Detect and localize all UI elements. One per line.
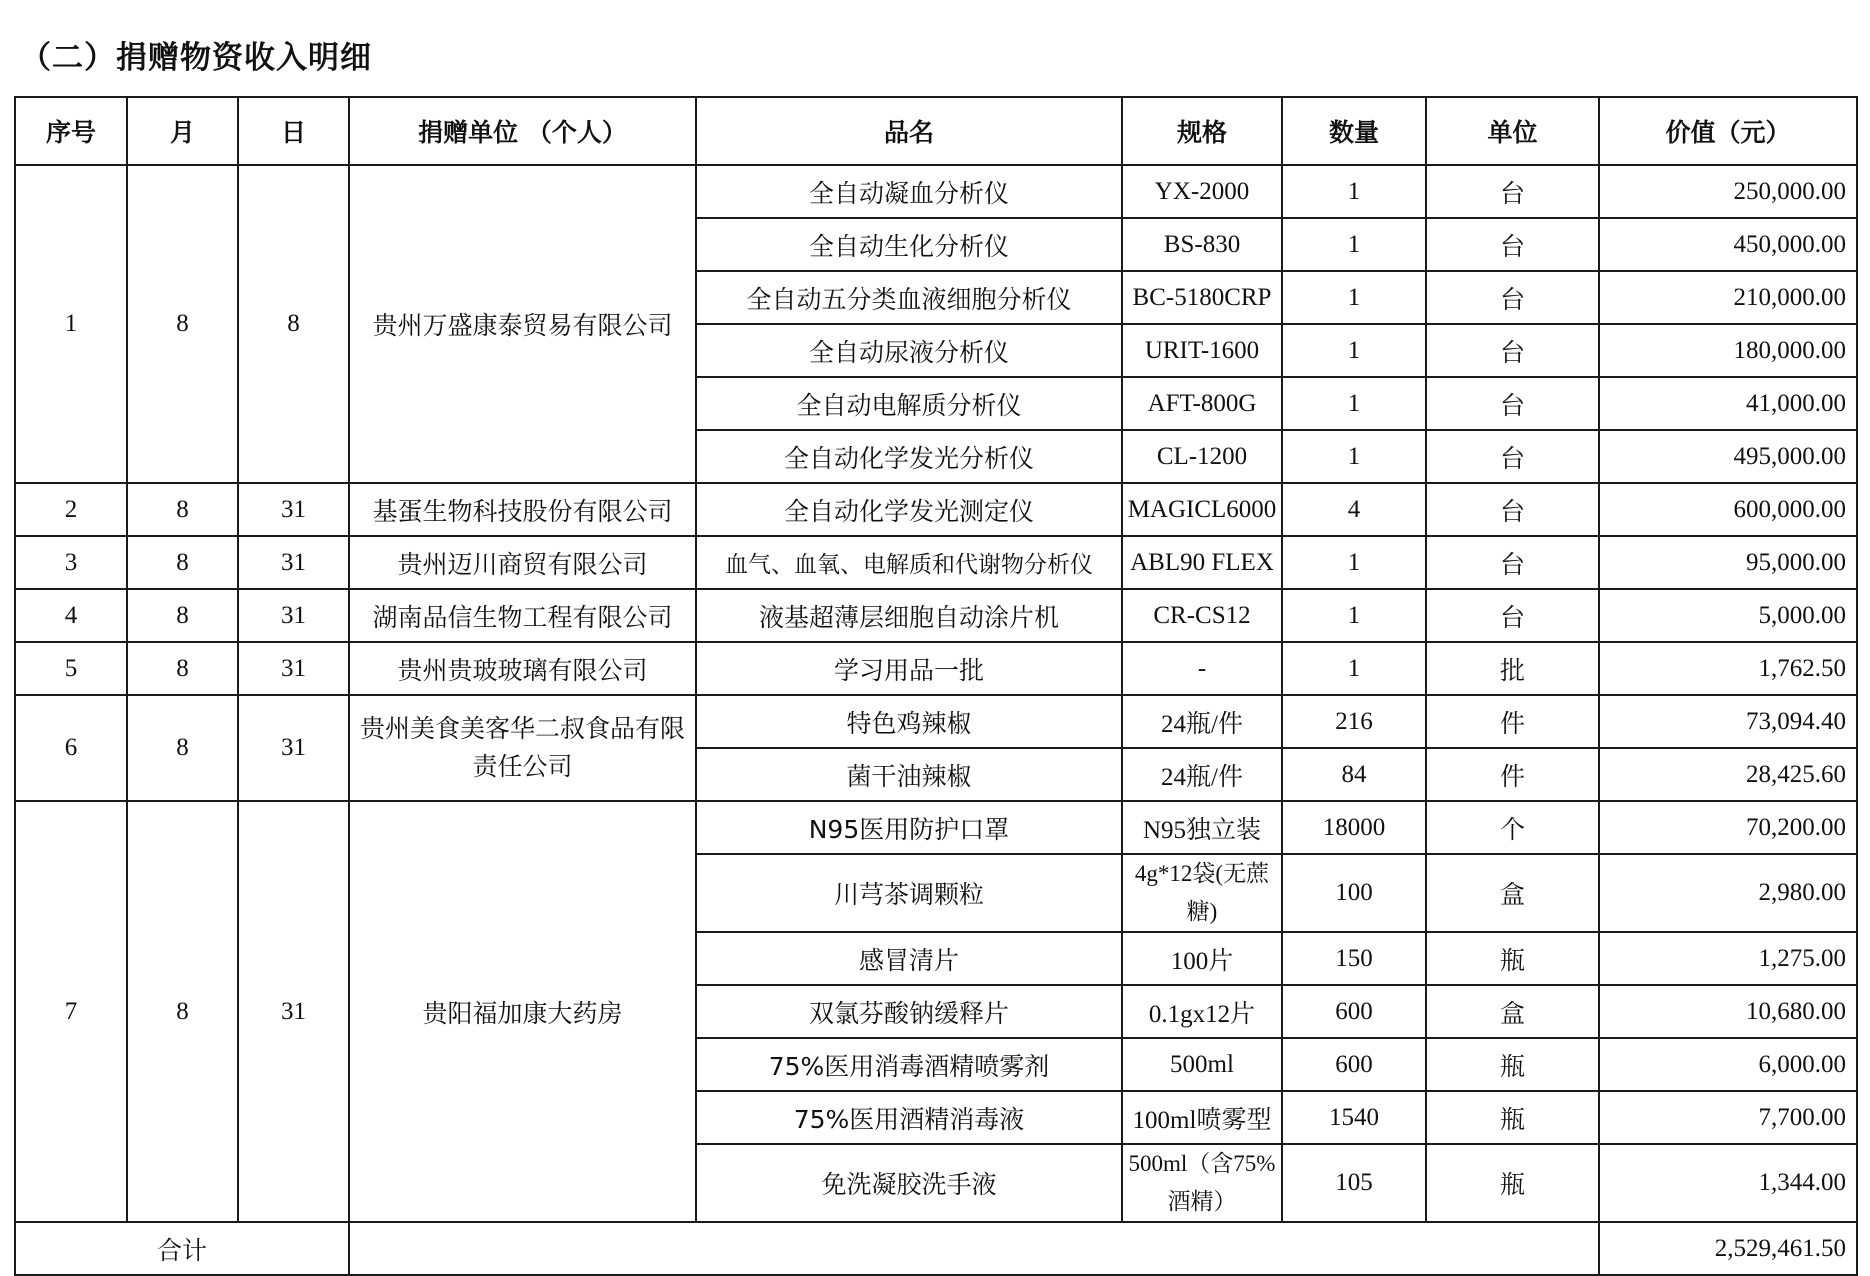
cell-spec: 500ml: [1122, 1038, 1282, 1091]
cell-spec: BC-5180CRP: [1122, 271, 1282, 324]
header-unit: 单位: [1426, 97, 1599, 165]
cell-spec: -: [1122, 642, 1282, 695]
total-value: 2,529,461.50: [1599, 1222, 1857, 1275]
cell-value: 10,680.00: [1599, 985, 1857, 1038]
total-blank: [349, 1222, 1599, 1275]
cell-qty: 216: [1282, 695, 1426, 748]
cell-spec: MAGICL6000: [1122, 483, 1282, 536]
cell-name: 全自动化学发光分析仪: [696, 430, 1122, 483]
cell-value: 6,000.00: [1599, 1038, 1857, 1091]
cell-month: 8: [127, 536, 238, 589]
cell-spec: N95独立装: [1122, 801, 1282, 854]
header-row: [15, 97, 1857, 165]
header-qty: 数量: [1282, 97, 1426, 165]
header-name: 品名: [696, 97, 1122, 165]
cell-spec: CR-CS12: [1122, 589, 1282, 642]
header-value: 价值（元）: [1599, 97, 1857, 165]
cell-qty: 1: [1282, 218, 1426, 271]
cell-seq: 7: [15, 801, 127, 1222]
cell-name: 感冒清片: [696, 932, 1122, 985]
cell-value: 73,094.40: [1599, 695, 1857, 748]
cell-name: 特色鸡辣椒: [696, 695, 1122, 748]
cell-month: 8: [127, 801, 238, 1222]
cell-spec: 24瓶/件: [1122, 695, 1282, 748]
cell-unit: 件: [1426, 695, 1599, 748]
cell-unit: 瓶: [1426, 1038, 1599, 1091]
cell-month: 8: [127, 165, 238, 483]
cell-unit: 瓶: [1426, 932, 1599, 985]
header-month: 月: [127, 97, 238, 165]
cell-donor: 贵州万盛康泰贸易有限公司: [349, 165, 696, 483]
cell-spec: 0.1gx12片: [1122, 985, 1282, 1038]
cell-unit: 批: [1426, 642, 1599, 695]
cell-month: 8: [127, 642, 238, 695]
cell-name: 全自动凝血分析仪: [696, 165, 1122, 218]
cell-value: 250,000.00: [1599, 165, 1857, 218]
cell-qty: 1540: [1282, 1091, 1426, 1144]
cell-donor: 湖南品信生物工程有限公司: [349, 589, 696, 642]
cell-value: 70,200.00: [1599, 801, 1857, 854]
cell-qty: 1: [1282, 271, 1426, 324]
cell-qty: 1: [1282, 642, 1426, 695]
cell-unit: 台: [1426, 589, 1599, 642]
cell-qty: 1: [1282, 377, 1426, 430]
cell-month: 8: [127, 483, 238, 536]
table-body: [15, 165, 1857, 1222]
cell-spec: 100ml喷雾型: [1122, 1091, 1282, 1144]
cell-unit: 盒: [1426, 985, 1599, 1038]
cell-unit: 台: [1426, 377, 1599, 430]
header-seq: 序号: [15, 97, 127, 165]
cell-month: 8: [127, 695, 238, 801]
cell-value: 600,000.00: [1599, 483, 1857, 536]
cell-day: 31: [238, 589, 349, 642]
cell-spec: YX-2000: [1122, 165, 1282, 218]
cell-qty: 1: [1282, 536, 1426, 589]
cell-spec: BS-830: [1122, 218, 1282, 271]
cell-spec: 100片: [1122, 932, 1282, 985]
cell-spec: 500ml（含75%酒精）: [1122, 1144, 1282, 1222]
cell-name: N95医用防护口罩: [696, 801, 1122, 854]
cell-value: 1,762.50: [1599, 642, 1857, 695]
cell-seq: 5: [15, 642, 127, 695]
cell-day: 8: [238, 165, 349, 483]
donation-table: [14, 96, 1858, 1276]
cell-name: 75%医用酒精消毒液: [696, 1091, 1122, 1144]
cell-donor: 贵州迈川商贸有限公司: [349, 536, 696, 589]
total-row: [15, 1222, 1857, 1275]
cell-qty: 1: [1282, 165, 1426, 218]
cell-qty: 1: [1282, 589, 1426, 642]
cell-donor: 基蛋生物科技股份有限公司: [349, 483, 696, 536]
cell-value: 28,425.60: [1599, 748, 1857, 801]
cell-unit: 台: [1426, 218, 1599, 271]
header-donor: 捐赠单位 （个人）: [349, 97, 696, 165]
cell-spec: CL-1200: [1122, 430, 1282, 483]
cell-name: 川芎茶调颗粒: [696, 854, 1122, 932]
cell-unit: 台: [1426, 483, 1599, 536]
table-row: [15, 642, 1857, 695]
cell-value: 450,000.00: [1599, 218, 1857, 271]
cell-donor: 贵州贵玻玻璃有限公司: [349, 642, 696, 695]
cell-spec: AFT-800G: [1122, 377, 1282, 430]
cell-unit: 瓶: [1426, 1091, 1599, 1144]
cell-value: 41,000.00: [1599, 377, 1857, 430]
cell-day: 31: [238, 642, 349, 695]
table-row: [15, 695, 1857, 748]
cell-qty: 18000: [1282, 801, 1426, 854]
cell-qty: 150: [1282, 932, 1426, 985]
cell-unit: 台: [1426, 271, 1599, 324]
table-row: [15, 589, 1857, 642]
cell-seq: 6: [15, 695, 127, 801]
cell-name: 学习用品一批: [696, 642, 1122, 695]
cell-name: 免洗凝胶洗手液: [696, 1144, 1122, 1222]
cell-qty: 100: [1282, 854, 1426, 932]
cell-donor: 贵州美食美客华二叔食品有限责任公司: [349, 695, 696, 801]
cell-unit: 个: [1426, 801, 1599, 854]
cell-qty: 1: [1282, 324, 1426, 377]
cell-value: 5,000.00: [1599, 589, 1857, 642]
cell-qty: 105: [1282, 1144, 1426, 1222]
cell-unit: 盒: [1426, 854, 1599, 932]
cell-value: 7,700.00: [1599, 1091, 1857, 1144]
cell-name: 全自动生化分析仪: [696, 218, 1122, 271]
cell-spec: ABL90 FLEX: [1122, 536, 1282, 589]
cell-unit: 台: [1426, 165, 1599, 218]
cell-unit: 台: [1426, 430, 1599, 483]
table-row: [15, 483, 1857, 536]
cell-qty: 84: [1282, 748, 1426, 801]
cell-unit: 台: [1426, 536, 1599, 589]
cell-name: 75%医用消毒酒精喷雾剂: [696, 1038, 1122, 1091]
cell-name: 全自动电解质分析仪: [696, 377, 1122, 430]
total-label: 合计: [15, 1222, 349, 1275]
cell-name: 双氯芬酸钠缓释片: [696, 985, 1122, 1038]
cell-value: 1,275.00: [1599, 932, 1857, 985]
table-row: [15, 801, 1857, 854]
cell-qty: 4: [1282, 483, 1426, 536]
cell-day: 31: [238, 483, 349, 536]
cell-value: 1,344.00: [1599, 1144, 1857, 1222]
header-day: 日: [238, 97, 349, 165]
cell-seq: 2: [15, 483, 127, 536]
header-spec: 规格: [1122, 97, 1282, 165]
cell-seq: 1: [15, 165, 127, 483]
cell-name: 液基超薄层细胞自动涂片机: [696, 589, 1122, 642]
cell-unit: 件: [1426, 748, 1599, 801]
cell-month: 8: [127, 589, 238, 642]
cell-value: 180,000.00: [1599, 324, 1857, 377]
cell-spec: 4g*12袋(无蔗糖): [1122, 854, 1282, 932]
cell-value: 210,000.00: [1599, 271, 1857, 324]
cell-value: 2,980.00: [1599, 854, 1857, 932]
cell-unit: 瓶: [1426, 1144, 1599, 1222]
cell-name: 菌干油辣椒: [696, 748, 1122, 801]
cell-qty: 600: [1282, 1038, 1426, 1091]
cell-spec: 24瓶/件: [1122, 748, 1282, 801]
cell-seq: 3: [15, 536, 127, 589]
cell-day: 31: [238, 536, 349, 589]
cell-value: 495,000.00: [1599, 430, 1857, 483]
cell-value: 95,000.00: [1599, 536, 1857, 589]
cell-name: 血气、血氧、电解质和代谢物分析仪: [696, 536, 1122, 589]
cell-day: 31: [238, 695, 349, 801]
cell-name: 全自动化学发光测定仪: [696, 483, 1122, 536]
cell-qty: 600: [1282, 985, 1426, 1038]
cell-name: 全自动尿液分析仪: [696, 324, 1122, 377]
cell-qty: 1: [1282, 430, 1426, 483]
table-row: [15, 165, 1857, 218]
cell-day: 31: [238, 801, 349, 1222]
cell-spec: URIT-1600: [1122, 324, 1282, 377]
cell-donor: 贵阳福加康大药房: [349, 801, 696, 1222]
cell-name: 全自动五分类血液细胞分析仪: [696, 271, 1122, 324]
cell-seq: 4: [15, 589, 127, 642]
cell-unit: 台: [1426, 324, 1599, 377]
page-title: （二）捐赠物资收入明细: [20, 40, 372, 76]
table-row: [15, 536, 1857, 589]
